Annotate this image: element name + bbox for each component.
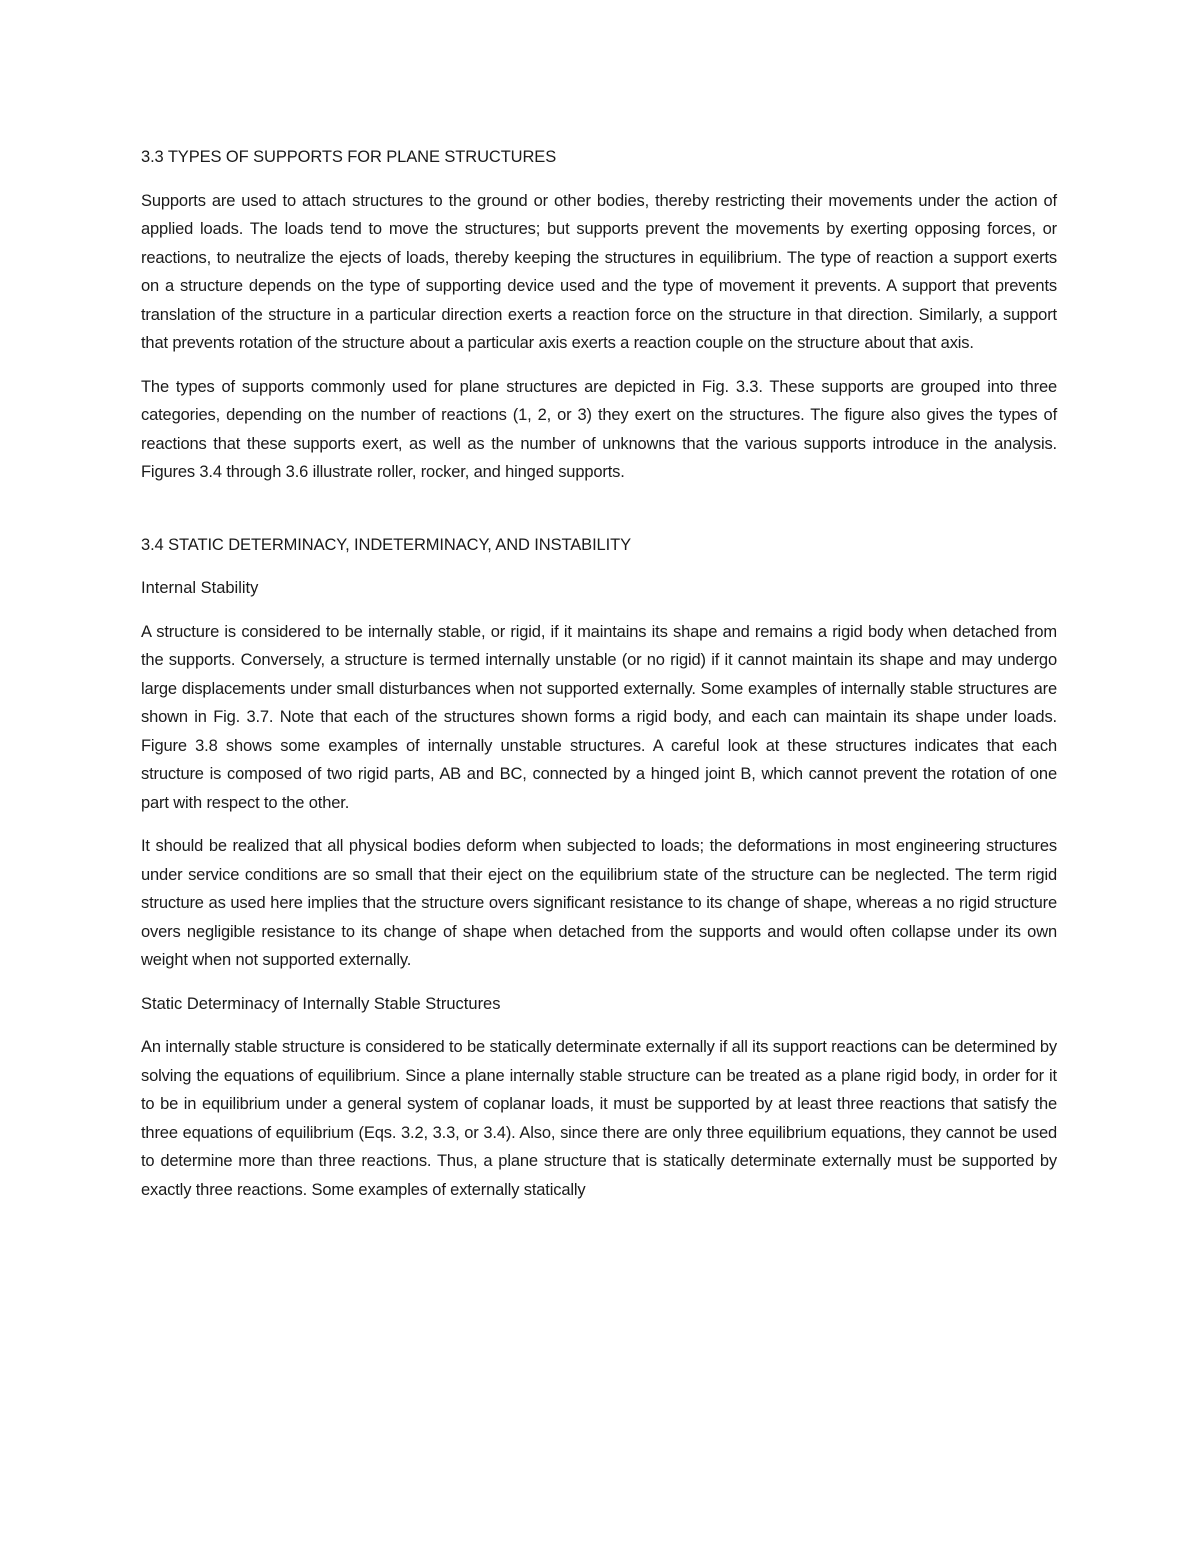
spacer: [141, 817, 1057, 832]
section-spacer: [141, 487, 1057, 531]
page-content: [141, 143, 1057, 1204]
paragraph-support-types: The types of supports commonly used for plane structures are depicted in Fig. 3.3. These supports are grouped into three categories, depending on the number of reactions (1, 2, or 3) they exert on the structures. The figure also gives the types of reactions that these supports exert, as well as the number of unknowns that the various supports introduce in the analysis. Figures 3.4 through 3.6 illustrate roller, rocker, and hinged supports.: [141, 377, 1057, 481]
spacer: [141, 603, 1057, 618]
paragraph-deformation: It should be realized that all physical bodies deform when subjected to loads; the deformations in most engineering structures under service conditions are so small that their eject on the equilibrium state of the structure can be neglected. The term rigid structure as used here implies that the structure overs significant resistance to its change of shape, whereas a no rigid structure overs negligible resistance to its change of shape when detached from the supports and would often collapse under its own weight when not supported externally.: [141, 837, 1057, 969]
paragraph-supports-intro: Supports are used to attach structures to the ground or other bodies, thereby restricting their movements under the action of applied loads. The loads tend to move the structures; but supports prevent the movements by exerting opposing forces, or reactions, to neutralize the ejects of loads, thereby keeping the structures in equilibrium. The type of reaction a support exerts on a structure depends on the type of supporting device used and the type of movement it prevents. A support that prevents translation of the structure in a particular direction exerts a reaction force on the structure in that direction. Similarly, a support that prevents rotation of the structure about a particular axis exerts a reaction couple on the structure about that axis.: [141, 191, 1057, 352]
spacer: [141, 559, 1057, 574]
section-heading-3-3: 3.3 TYPES OF SUPPORTS FOR PLANE STRUCTURES: [141, 148, 557, 166]
spacer: [141, 172, 1057, 187]
paragraph-internal-stability: A structure is considered to be internally stable, or rigid, if it maintains its shape and remains a rigid body when detached from the supports. Conversely, a structure is termed internally unstable (or no rigid) if it cannot maintain its shape and may undergo large displacements under small disturbances when not supported externally. Some examples of internally stable structures are shown in Fig. 3.7. Note that each of the structures shown forms a rigid body, and each can maintain its shape under loads. Figure 3.8 shows some examples of internally unstable structures. A careful look at these structures indicates that each structure is composed of two rigid parts, AB and BC, connected by a hinged joint B, which cannot prevent the rotation of one part with respect to the other.: [141, 622, 1057, 812]
spacer: [141, 975, 1057, 990]
subheading-internal-stability: Internal Stability: [141, 579, 259, 597]
section-heading-3-4: 3.4 STATIC DETERMINACY, INDETERMINACY, AND INSTABILITY: [141, 535, 632, 554]
subheading-static-determinacy: Static Determinacy of Internally Stable Structures: [141, 994, 501, 1013]
spacer: [141, 1018, 1057, 1033]
paragraph-static-determinacy: An internally stable structure is considered to be statically determinate externally if all its support reactions can be determined by solving the equations of equilibrium. Since a plane internally stable structure can be treated as a plane rigid body, in order for it to be in equilibrium under a general system of coplanar loads, it must be supported by at least three reactions that satisfy the three equations of equilibrium (Eqs. 3.2, 3.3, or 3.4). Also, since there are only three equilibrium equations, they cannot be used to determine more than three reactions. Thus, a plane structure that is statically determinate externally must be supported by exactly three reactions. Some examples of externally statically: [141, 1038, 1057, 1199]
spacer: [141, 358, 1057, 373]
